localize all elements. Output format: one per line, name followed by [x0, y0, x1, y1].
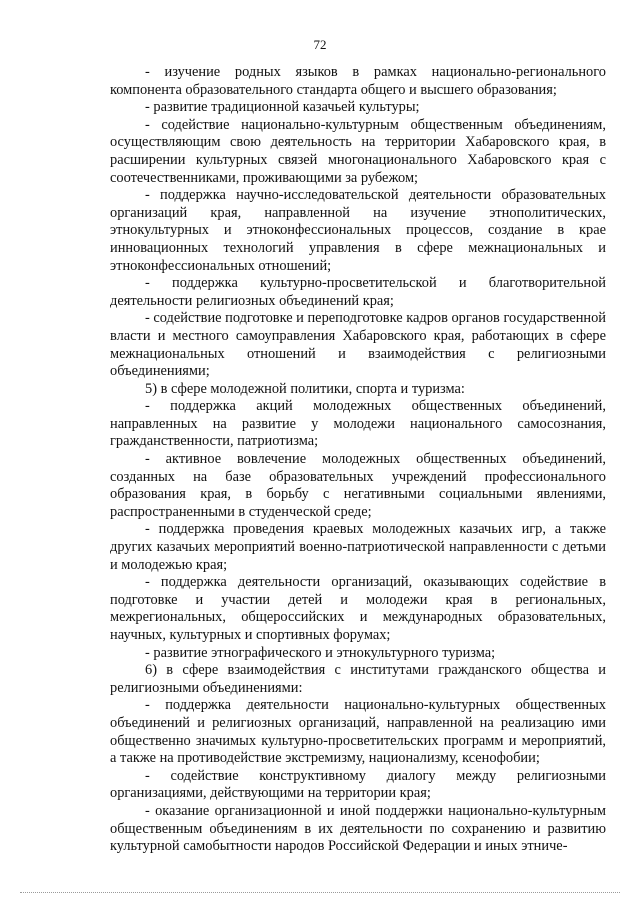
document-body: [110, 64, 606, 856]
scan-edge-artifact: [20, 892, 620, 893]
paragraph: - поддержка деятельности организаций, оказывающих содействие в подготовке и участии детей и молодежи края в региональных, межрегиональных, общероссийских и международных образовательных, научных, культурных и спортивных форумах;: [110, 574, 606, 643]
paragraph: - содействие подготовке и переподготовке кадров органов государственной власти и местного самоуправления Хабаровского края, работающих в сфере межнациональных отношений и взаимодействия с религиозными объединениями;: [110, 310, 607, 380]
paragraph: - поддержка деятельности национально-культурных общественных объединений и религиозных организаций, направленной на реализацию ими общественно значимых культурно-просветительских программ и мероприятий, а также на противодействие экстремизму, национализму, ксенофобии;: [110, 697, 606, 767]
page-number: 72: [313, 37, 327, 52]
paragraph: - содействие национально-культурным общественным объединениям, осуществляющим свою деятельность на территории Хабаровского края, в расширении культурных связей многонационального Хабаровского края с соотечественниками, проживающими за рубежом;: [110, 116, 606, 186]
paragraph: - поддержка научно-исследовательской деятельности образовательных организаций края, направленной на изучение этнополитических, этнокультурных и этноконфессиональных процессов, создание в крае инновационных технологий управления в сфере межнациональных и этноконфессиональных отношений;: [110, 187, 606, 274]
paragraph: - поддержка акций молодежных общественных объединений, направленных на развитие у молодежи национального самосознания, гражданственности, патриотизма;: [110, 398, 606, 450]
paragraph: - развитие традиционной казачьей культуры;: [145, 99, 420, 116]
section-heading: 5) в сфере молодежной политики, спорта и туризма:: [145, 380, 465, 397]
section-heading: 6) в сфере взаимодействия с институтами гражданского общества и религиозными объединениями:: [110, 662, 606, 696]
paragraph: - содействие конструктивному диалогу между религиозными организациями, действующими на территории края;: [110, 767, 606, 802]
paragraph: - поддержка культурно-просветительской и благотворительной деятельности религиозных объединений края;: [110, 275, 606, 309]
paragraph: - изучение родных языков в рамках национально-регионального компонента образовательного стандарта общего и высшего образования;: [110, 64, 606, 98]
paragraph: - активное вовлечение молодежных общественных объединений, созданных на базе образовательных учреждений профессионального образования края, в борьбу с негативными социальными явлениями, распространенными в студенческой среде;: [110, 451, 606, 520]
paragraph: - оказание организационной и иной поддержки национально-культурным общественным объединениям в их деятельности по сохранению и развитию культурной самобытности народов Российской Федерации и иных этниче-: [110, 802, 606, 855]
paragraph: - развитие этнографического и этнокультурного туризма;: [145, 644, 496, 661]
paragraph: - поддержка проведения краевых молодежных казачьих игр, а также других казачьих мероприятий военно-патриотической направленности с детьми и молодежью края;: [110, 521, 606, 573]
